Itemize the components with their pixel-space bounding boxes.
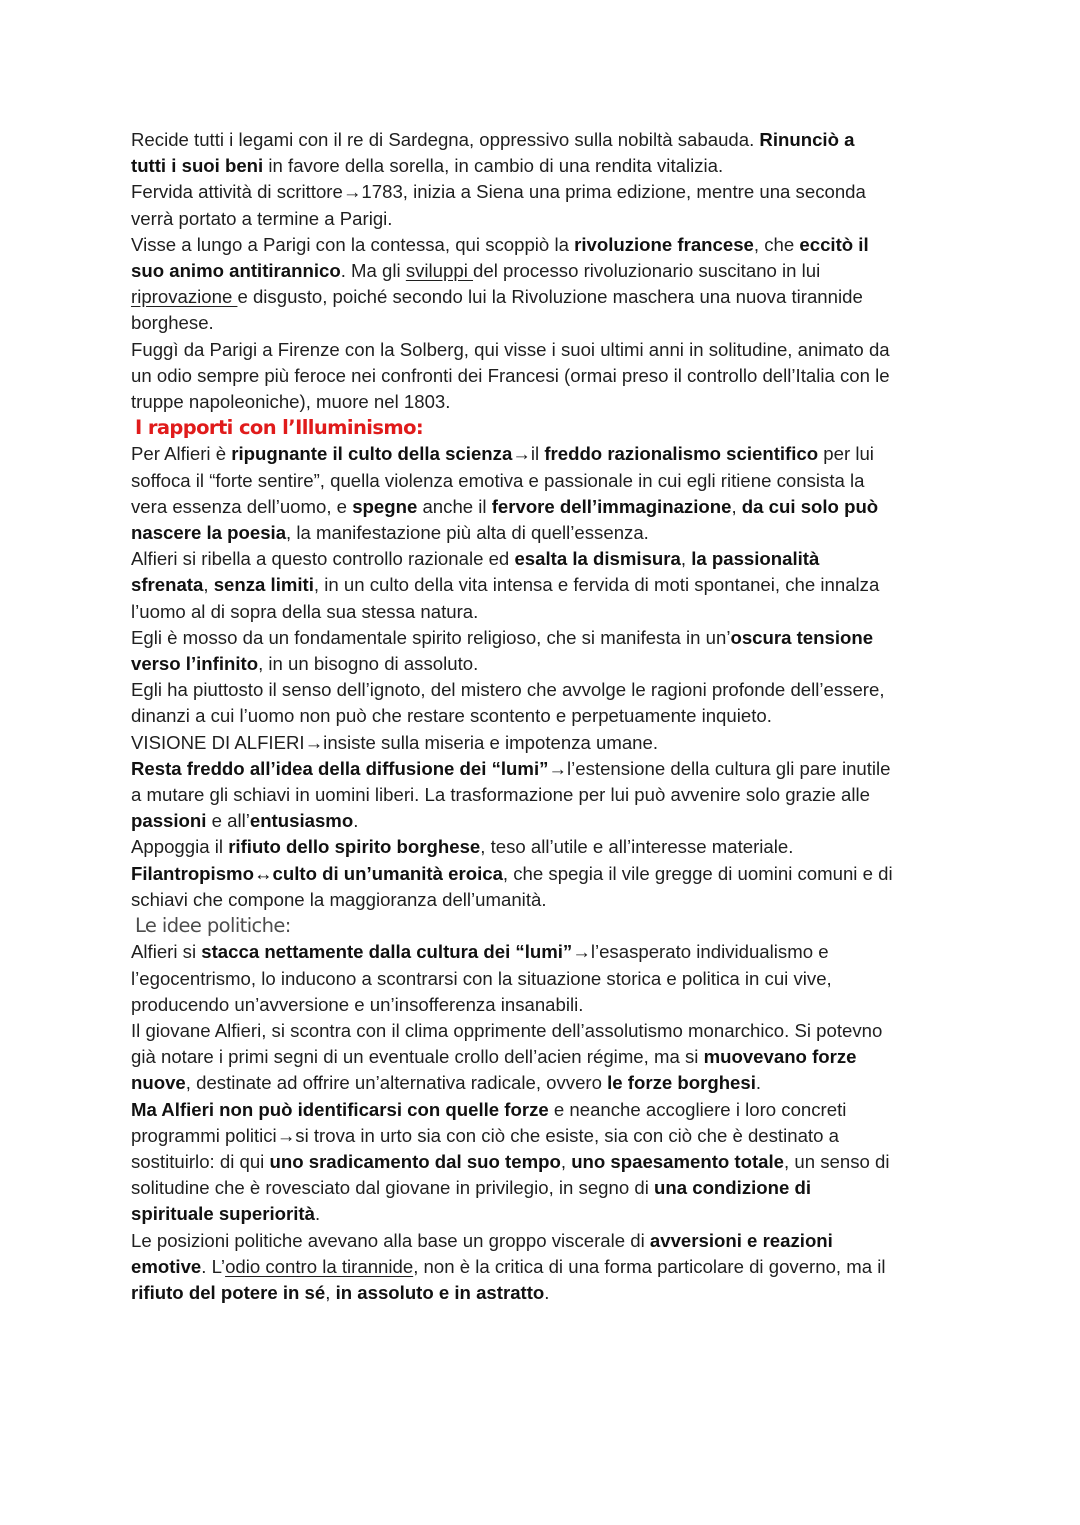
bold-text: avversioni e reazioni xyxy=(649,1229,833,1251)
bold-text: senza limiti xyxy=(213,574,314,596)
text-line xyxy=(131,310,961,336)
text-line xyxy=(131,1123,961,1149)
text-line xyxy=(131,441,961,467)
text-run: , xyxy=(203,574,214,596)
text-run: solitudine che è rovesciato dal giovane in privilegio, in segno di xyxy=(131,1177,655,1199)
text-run: producendo un’avversione e un’insofferenza insanabili. xyxy=(131,993,584,1015)
text-line xyxy=(131,520,961,546)
bold-text: tutti i suoi beni xyxy=(131,155,264,177)
text-run: in favore della sorella, in cambio di una rendita vitalizia. xyxy=(263,155,724,177)
text-line xyxy=(131,389,961,415)
text-run: , che spegia il vile gregge di uomini comuni e di xyxy=(502,862,893,884)
bold-text: eccitò il xyxy=(799,233,869,255)
text-line xyxy=(131,1070,961,1096)
bold-text: verso l’infinito xyxy=(131,653,259,675)
text-run: sostituirlo: di qui xyxy=(131,1150,270,1172)
bold-text: nuove xyxy=(131,1072,186,1094)
text-run: vera essenza dell’uomo, e xyxy=(131,495,353,517)
text-line xyxy=(131,153,961,179)
text-line xyxy=(131,808,961,834)
bold-text: ripugnante il culto della scienza xyxy=(231,443,513,465)
text-line xyxy=(131,625,961,651)
text-line xyxy=(131,651,961,677)
bold-text: le forze borghesi xyxy=(607,1072,756,1094)
text-run: →l’estensione della cultura gli pare inutile xyxy=(548,757,891,779)
text-run: VISIONE DI ALFIERI→insiste sulla miseria e impotenza umane. xyxy=(131,731,659,753)
bold-text: spirituale superiorità xyxy=(131,1203,315,1225)
bold-text: una condizione di xyxy=(654,1177,812,1199)
text-run: Egli ha piuttosto il senso dell’ignoto, del mistero che avvolge le ragioni profonde dell’essere, xyxy=(131,679,885,701)
text-run: , teso all’utile e all’interesse materiale. xyxy=(480,836,794,858)
bold-text: entusiasmo xyxy=(249,810,354,832)
text-run: Il giovane Alfieri, si scontra con il clima opprimente dell’assolutismo monarchico. Si potevno xyxy=(131,1019,883,1041)
text-run: Visse a lungo a Parigi con la contessa, qui scoppiò la xyxy=(131,233,575,255)
bold-text: muovevano forze xyxy=(703,1046,857,1068)
text-line xyxy=(131,127,961,153)
bold-text: rifiuto dello spirito borghese xyxy=(228,836,481,858)
text-run: , xyxy=(325,1281,336,1303)
section-heading: Le idee politiche: xyxy=(135,914,291,938)
text-run: l’uomo al di sopra della sua stessa natura. xyxy=(131,600,479,622)
text-line xyxy=(131,782,961,808)
bold-text: Filantropismo↔culto di un’umanità eroica xyxy=(131,862,503,884)
text-run: , non è la critica di una forma particolare di governo, ma il xyxy=(413,1255,886,1277)
text-line xyxy=(131,232,961,258)
bold-text: fervore dell’immaginazione xyxy=(491,495,732,517)
text-run: , xyxy=(731,495,742,517)
text-line xyxy=(131,730,961,756)
bold-text: uno sradicamento dal suo tempo xyxy=(269,1150,561,1172)
text-run: , che xyxy=(753,233,800,255)
text-run: , un senso di xyxy=(784,1150,890,1172)
text-line xyxy=(131,703,961,729)
text-run: Egli è mosso da un fondamentale spirito religioso, che si manifesta in un’ xyxy=(131,626,731,648)
text-line xyxy=(131,337,961,363)
bold-text: Resta freddo all’idea della diffusione dei “lumi” xyxy=(131,757,549,779)
text-run: e disgusto, poiché secondo lui la Rivoluzione maschera una nuova tirannide xyxy=(237,286,863,308)
text-run: e all’ xyxy=(206,810,250,832)
bold-text: Ma Alfieri non può identificarsi con quelle forze xyxy=(131,1098,549,1120)
text-run: e neanche accogliere i loro concreti xyxy=(548,1098,847,1120)
text-run: Appoggia il xyxy=(131,836,229,858)
text-line xyxy=(131,468,961,494)
text-run: , in un bisogno di assoluto. xyxy=(258,653,479,675)
text-run: , destinate ad offrire un’alternativa radicale, ovvero xyxy=(185,1072,608,1094)
text-line xyxy=(131,572,961,598)
text-run: . xyxy=(314,1203,321,1225)
underlined-text: odio contro la tirannide xyxy=(225,1255,414,1277)
text-line xyxy=(131,1175,961,1201)
text-run: per lui xyxy=(818,443,874,465)
text-run: già notare i primi segni di un eventuale crollo dell’acien régime, ma si xyxy=(131,1046,704,1068)
text-line xyxy=(131,992,961,1018)
bold-text: oscura tensione xyxy=(730,626,874,648)
text-line xyxy=(131,939,961,965)
underlined-text: sviluppi xyxy=(405,260,474,282)
text-run: . xyxy=(544,1281,550,1303)
text-run: , la manifestazione più alta di quell’essenza. xyxy=(286,522,649,544)
text-line xyxy=(131,861,961,887)
text-line xyxy=(131,1097,961,1123)
text-run: , xyxy=(680,548,692,570)
text-run: programmi politici→si trova in urto sia con ciò che esiste, sia con ciò che è destinato a xyxy=(131,1124,839,1146)
text-line xyxy=(131,1018,961,1044)
text-line xyxy=(131,494,961,520)
bold-text: nascere la poesia xyxy=(131,522,287,544)
text-line xyxy=(131,1280,961,1306)
text-run: anche il xyxy=(417,495,492,517)
text-run: Per Alfieri è xyxy=(131,443,232,465)
bold-text: sfrenata xyxy=(131,574,204,596)
text-line xyxy=(131,1201,961,1227)
text-line xyxy=(131,284,961,310)
bold-text: stacca nettamente dalla cultura dei “lumi” xyxy=(201,941,573,963)
bold-text: spegne xyxy=(352,495,418,517)
text-line xyxy=(131,887,961,913)
bold-text: freddo razionalismo scientifico xyxy=(544,443,819,465)
text-run: Fervida attività di scrittore→1783, inizia a Siena una prima edizione, mentre una seconda xyxy=(131,181,866,203)
text-line xyxy=(131,258,961,284)
text-line xyxy=(131,966,961,992)
underlined-text: riprovazione xyxy=(131,286,238,308)
bold-text: in assoluto e in astratto xyxy=(335,1281,545,1303)
text-run: a mutare gli schiavi in uomini liberi. La trasformazione per lui può avvenire solo grazie alle xyxy=(131,784,870,806)
text-line xyxy=(131,363,961,389)
text-run: Le posizioni politiche avevano alla base un groppo viscerale di xyxy=(131,1229,650,1251)
text-run: schiavi che compone la maggioranza dell’umanità. xyxy=(131,888,547,910)
text-run: Fuggì da Parigi a Firenze con la Solberg, qui visse i suoi ultimi anni in solitudine, animato da xyxy=(131,338,890,360)
text-run: Alfieri si ribella a questo controllo razionale ed xyxy=(131,548,515,570)
bold-text: suo animo antitirannico xyxy=(131,260,341,282)
bold-text: rivoluzione francese xyxy=(574,233,754,255)
text-line xyxy=(131,179,961,205)
bold-text: passioni xyxy=(131,810,207,832)
text-run: , in un culto della vita intensa e fervida di moti spontanei, che innalza xyxy=(313,574,880,596)
text-line xyxy=(131,1149,961,1175)
text-line xyxy=(131,206,961,232)
text-run: , xyxy=(560,1150,572,1172)
text-line xyxy=(131,677,961,703)
text-line xyxy=(131,1044,961,1070)
section-heading: I rapporti con l’Illuminismo: xyxy=(135,416,424,440)
text-run: . Ma gli xyxy=(340,260,406,282)
text-run: l’egocentrismo, lo inducono a scontrarsi con la situazione storica e politica in cui vive, xyxy=(131,967,832,989)
text-run: del processo rivoluzionario suscitano in lui xyxy=(473,260,821,282)
text-line xyxy=(131,1228,961,1254)
text-run: borghese. xyxy=(131,312,214,334)
text-run: truppe napoleoniche), muore nel 1803. xyxy=(131,391,451,413)
text-line xyxy=(131,546,961,572)
text-line xyxy=(131,756,961,782)
text-run: . xyxy=(755,1072,762,1094)
text-run: . xyxy=(353,810,359,832)
bold-text: uno spaesamento totale xyxy=(571,1150,785,1172)
text-run: . L’ xyxy=(201,1255,226,1277)
bold-text: rifiuto del potere in sé xyxy=(131,1281,326,1303)
text-run: verrà portato a termine a Parigi. xyxy=(131,207,393,229)
text-run: Alfieri si xyxy=(131,941,202,963)
bold-text: emotive xyxy=(131,1255,202,1277)
text-run: →il xyxy=(512,443,545,465)
bold-text: esalta la dismisura xyxy=(514,548,681,570)
bold-text: da cui solo può xyxy=(741,495,879,517)
text-run: soffoca il “forte sentire”, quella violenza emotiva e passionale in cui egli ritiene consista la xyxy=(131,469,865,491)
bold-text: Rinunciò a xyxy=(759,129,855,150)
bold-text: la passionalità xyxy=(691,548,820,570)
text-line xyxy=(131,599,961,625)
text-run: un odio sempre più feroce nei confronti dei Francesi (ormai preso il controllo dell’Italia con le xyxy=(131,364,890,386)
text-run: Recide tutti i legami con il re di Sardegna, oppressivo sulla nobiltà sabauda. xyxy=(131,129,760,150)
text-line xyxy=(131,834,961,860)
text-run: →l’esasperato individualismo e xyxy=(572,941,829,963)
document-page xyxy=(131,127,961,1306)
text-run: dinanzi a cui l’uomo non può che restare scontento e perpetuamente inquieto. xyxy=(131,705,772,727)
text-line xyxy=(131,1254,961,1280)
